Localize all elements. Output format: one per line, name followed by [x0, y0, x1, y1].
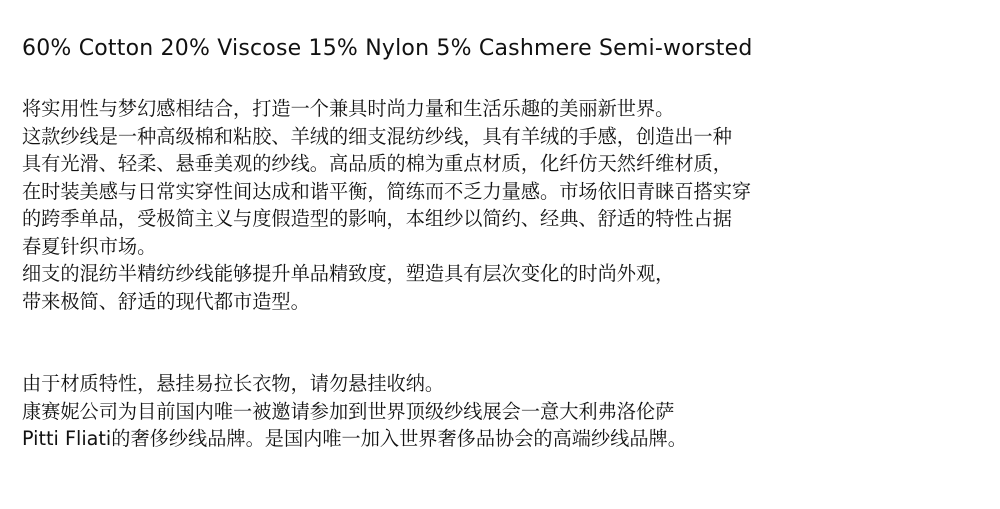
fiber-composition-heading: 60% Cotton 20% Viscose 15% Nylon 5% Cashmere Semi-worsted [22, 36, 753, 61]
description-line: 将实用性与梦幻感相结合，打造一个兼具时尚力量和生活乐趣的美丽新世界。 [22, 97, 675, 120]
care-instruction-line: 由于材质特性，悬挂易拉长衣物，请勿悬挂收纳。 [22, 372, 445, 395]
product-description-page [22, 0, 992, 509]
care-and-brand-paragraph [22, 370, 687, 453]
description-line: 在时装美感与日常实穿性间达成和谐平衡，简练而不乏力量感。市场依旧青睐百搭实穿 [22, 179, 752, 203]
brand-info-line: 康赛妮公司为目前国内唯一被邀请参加到世界顶级纱线展会一意大利弗洛伦萨 [22, 399, 675, 423]
product-description-paragraph [22, 95, 751, 315]
description-line: 带来极简、舒适的现代都市造型。 [22, 289, 310, 313]
description-line: 具有光滑、轻柔、悬垂美观的纱线。高品质的棉为重点材质，化纤仿天然纤维材质， [22, 152, 732, 175]
description-line: 春夏针织市场。 [22, 234, 157, 258]
description-line: 这款纱线是一种高级棉和粘胶、羊绒的细支混纺纱线，具有羊绒的手感，创造出一种 [22, 124, 732, 148]
description-line: 的跨季单品，受极简主义与度假造型的影响，本组纱以简约、经典、舒适的特性占据 [22, 207, 732, 230]
brand-info-line: Pitti Fliati的奢侈纱线品牌。是国内唯一加入世界奢侈品协会的高端纱线品牌。 [22, 427, 687, 450]
description-line: 细支的混纺半精纺纱线能够提升单品精致度，塑造具有层次变化的时尚外观， [22, 262, 675, 285]
